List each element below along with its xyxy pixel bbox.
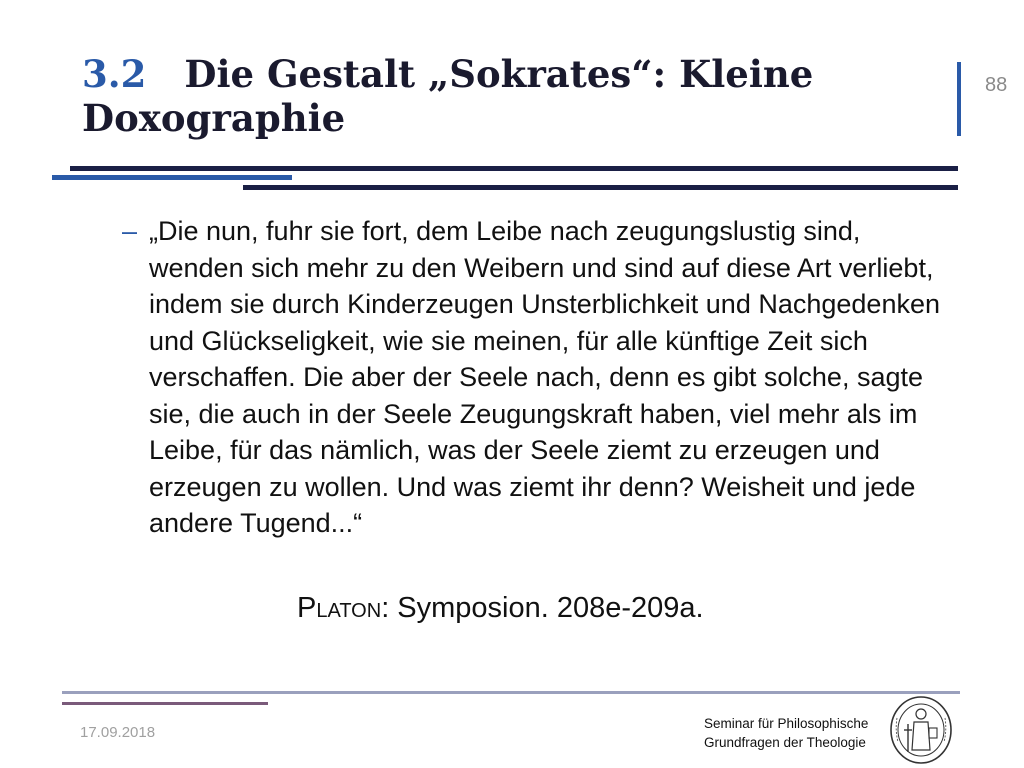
- slide-title: [82, 52, 942, 140]
- seminar-line-1: Seminar für Philosophische: [704, 716, 869, 731]
- footer-date: 17.09.2018: [80, 724, 156, 741]
- citation-author: Platon: [297, 592, 382, 624]
- university-seal-icon: [888, 694, 954, 766]
- bullet-dash-icon: –: [122, 216, 138, 246]
- footer-rule-accent: [62, 702, 268, 705]
- quote-text: „Die nun, fuhr sie fort, dem Leibe nach zeugungslustig sind, wenden sich mehr zu den Weibern und sind auf diese Art verliebt, indem sie durch Kinderzeugen Unsterblichkeit und Nachgedenken und Glückseligkeit, wie sie meinen, für alle künftige Zeit sich verschaffen. Die aber der Seele nach, denn es gibt solche, sagte sie, die auch in der Seele Zeugungskraft haben, viel mehr als im Leibe, für das nämlich, was der Seele ziemt zu erzeugen und erzeugen zu wollen. Und was ziemt ihr denn? Weisheit und jede andere Tugend...“: [149, 216, 940, 538]
- title-rule-top: [70, 166, 958, 171]
- page-number-divider: [957, 62, 961, 136]
- footer-seminar-name: [704, 714, 884, 752]
- citation-work: : Symposion. 208e-209a.: [381, 592, 704, 624]
- page-number: 88: [985, 74, 1008, 96]
- seminar-line-2: Grundfragen der Theologie: [704, 735, 866, 750]
- title-number: 3.2: [82, 52, 147, 96]
- footer-rule: [62, 691, 960, 694]
- title-rule-bottom: [243, 185, 958, 190]
- title-rule-accent: [52, 175, 292, 180]
- citation: [297, 590, 704, 626]
- title-text: Die Gestalt „Sokrates“: Kleine Doxographie: [82, 52, 814, 140]
- quote-bullet: [122, 213, 942, 542]
